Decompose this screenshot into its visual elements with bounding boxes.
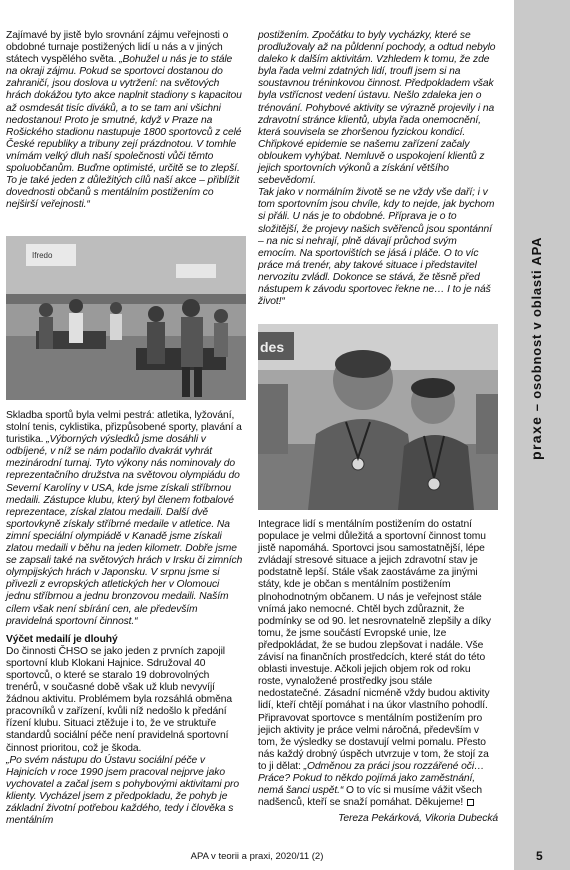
banner-text: Ifredo xyxy=(32,251,53,260)
sidebar-section-main: praxe xyxy=(528,415,544,460)
page-number: 5 xyxy=(536,849,543,863)
banner-text: des xyxy=(260,339,285,355)
article-authors: Tereza Pekárková, Vikoria Dubecká xyxy=(338,813,498,825)
section-heading: Výčet medailí je dlouhý xyxy=(6,633,118,645)
quote-coach-life: Tak jako v normálním životě se ne vždy vše daří; i v tom sportovním jsou chvíle, kdy to nejde, jak bychom si přáli. U nás je to obdobné. Příprava je o to složitější, že projevy našich svěřenců jsou spontánní – na nic si nehrají, plně dávají průchod svým emocím. Na sportovištích se jásá i pláče. O to víc práce má trenér, aby takové situace i představitel nervozitu zvládl. Dokonce se stává, že těsně před nástupem k závodu sportovec řekne ne… I to je náš život!“ xyxy=(258,187,495,308)
paragraph-public-interest xyxy=(6,30,246,211)
paragraph-thanks: O to víc si musíme vážit všech nadšenců, kteří se snaží pomáhat. Děkujeme! xyxy=(258,785,483,809)
sidebar-label xyxy=(528,236,548,460)
paragraph-sports-intro: Skladba sportů byla velmi pestrá: atletika, lyžování, stolní tenis, cyklistika, přizpůsobené sporty, plavání a turistika. xyxy=(6,410,242,446)
sidebar-section-sub: – osobnost v oblasti APA xyxy=(529,236,544,412)
paragraph-integration xyxy=(258,519,498,809)
right-column-top xyxy=(258,30,498,308)
right-column-bottom xyxy=(258,519,498,825)
quote-reward: „Odměnou za práci jsou rozzářené oči… Práce? Pokud to někdo pojímá jako zaměstnání, nemá šanci uspět.“ xyxy=(258,760,485,797)
athletes-illustration xyxy=(258,324,498,510)
sidebar-section-label xyxy=(528,237,544,460)
paragraph-sports xyxy=(6,410,246,628)
quote-coach-continued: postižením. Zpočátku to byly vycházky, které se prodlužovaly až na půldenní pochody, a odtud nebylo daleko k dalším aktivitám. Vzhledem k tomu, že zde byla řada velmi zdatných lidí, troufl jsem si na soustavnou tréninkovou činnost. Předpokladem však byla vstřícnost vedení ústavu. Nešlo zdaleka jen o trénování. Pohybové aktivity se výrazně projevily i na zdravotní stránce klientů, ubyla řada onemocnění, která souvisela se zhoršenou fyzickou kondicí. Chřipkové epidemie se našemu zařízení začaly obloukem vyhýbat. Nemluvě o uspokojení klientů z jejich sportovních výkonů a získání většího sebevědomí. xyxy=(258,30,496,187)
end-mark-icon xyxy=(467,799,474,806)
left-column-top xyxy=(6,30,246,211)
footer-journal-info: APA v teorii a praxi, 2020/11 (2) xyxy=(190,851,324,862)
photo-table-tennis xyxy=(6,236,246,400)
paragraph-integration-text: Integrace lidí s mentálním postižením do ostatní populace je velmi důležitá a sportovní činnost tomu jistě napomáhá. Sportovci jsou samostatnější, lépe zvládají stresové situace a jejich zdravotní stav je podstatně lepší. Stále však zaostáváme za jinými státy, kde je občan s mentálním postižením plnohodnotným občanem. U nás je veřejnost stále vnímá jako nemocné. Chtěl bych zdůraznit, že podmínky se od 90. let nesrovnatelně zlepšily a díky tomu, že jsme součástí Evropské unie, lze předpokládat, že se budou zlepšovat i nadále. Vše závisí na finančních prostředcích, které stát do této oblasti investuje. Ačkoli jejich objem rok od roku roste, vynaložené prostředky jsou stále nedostatečné. Zásadní nicméně vždy budou aktivity lidí, kteří chtějí pomáhat i na úkor vlastního pohodlí. Připravovat sportovce s mentálním postižením pro jejich aktivity je práce velmi náročná, především v tom, že výsledky se dostavují velmi pomalu. Přesto nás každý drobný úspěch utvrzuje v tom, že stojí za to ji dělat: xyxy=(258,519,491,772)
quote-coach-start: „Po svém nástupu do Ústavu sociální péče v Hajnicích v roce 1990 jsem pracoval nejprve jako vychovatel a začal jsem s pohybovými aktivitami pro klienty. Vycházel jsem z předpokladu, že pohyb je základní životní potřebou každého, tedy i člověka s mentálním xyxy=(6,754,239,827)
paragraph-club: Do činnosti ČHSO se jako jeden z prvních zapojil sportovní klub Klokani Hajnice. Sdružoval 40 sportovců, o které se staralo 19 dobrovolných trenérů, v současné době však už klub nevyvíjí žádnou aktivitu. Problémem byla rozsáhlá obměna pracovníků v zařízení, kvůli níž nedošlo k předání řízení klubu. Situaci ztěžuje i to, že ve struktuře standardů sociální péče není pravidelná sportovní činnost prioritou, což je škoda. xyxy=(6,645,232,754)
table-tennis-illustration xyxy=(6,236,246,400)
paragraph-intro: Zajímavé by jistě bylo srovnání zájmu veřejnosti o obdobné turnaje postižených lidí u nás a v jiných státech vyspělého světa. xyxy=(6,30,229,66)
quote-public-interest: „Bohužel u nás je to stále na okraji zájmu. Pokud se sportovci dostanou do zahraničí, jsou doslova u vytržení: na světových hrách dokážou tyto akce naplnit stadiony s kapacitou až osmdesát tisíc diváků, a to se tam ani všichni nedostanou! Proto je smutné, když v Praze na Rošického stadionu nastupuje 1800 sportovců z celé České republiky a tribuny zejí prázdnotou. V tomhle vnímám velký dluh naší společnosti vůči těmto spoluobčanům. Buďme optimisté, určitě se to zlepší. To je také jeden z důležitých cílů naší akce – přiblížit dovednosti občanů s mentálním postižením co nejširší veřejnosti.“ xyxy=(6,54,242,211)
quote-results: „Výborných výsledků jsme dosáhli v odbíjené, v níž se nám podařilo dvakrát vyhrát mezinárodní turnaj. Tyto výkony nás nominovaly do reprezentačního družstva na světovou olympiádu do Severní Karolíny v USA, kde jsme získali stříbrnou medaili. Zástupce klubu, který byl členem fotbalové reprezentace, získal zlatou medaili. Další dvě sportovkyně získaly stříbrné medaile v atletice. Na zimní speciální olympiádě v Kanadě jsme získali zlatou medaili v běhu na jeden kilometr. Dobře jsme se zapsali také na světových hrách v Irsku či zimních olympijských hrách v Japonsku. V srpnu jsme si přivezli z evropských atletických her v Olomouci jednu stříbrnou a jednu bronzovou medaili. Naším cílem však není sbírání cen, ale především pravidelná sportovní činnost.“ xyxy=(6,434,243,627)
left-column-bottom xyxy=(6,410,246,827)
photo-athletes-medals xyxy=(258,324,498,510)
